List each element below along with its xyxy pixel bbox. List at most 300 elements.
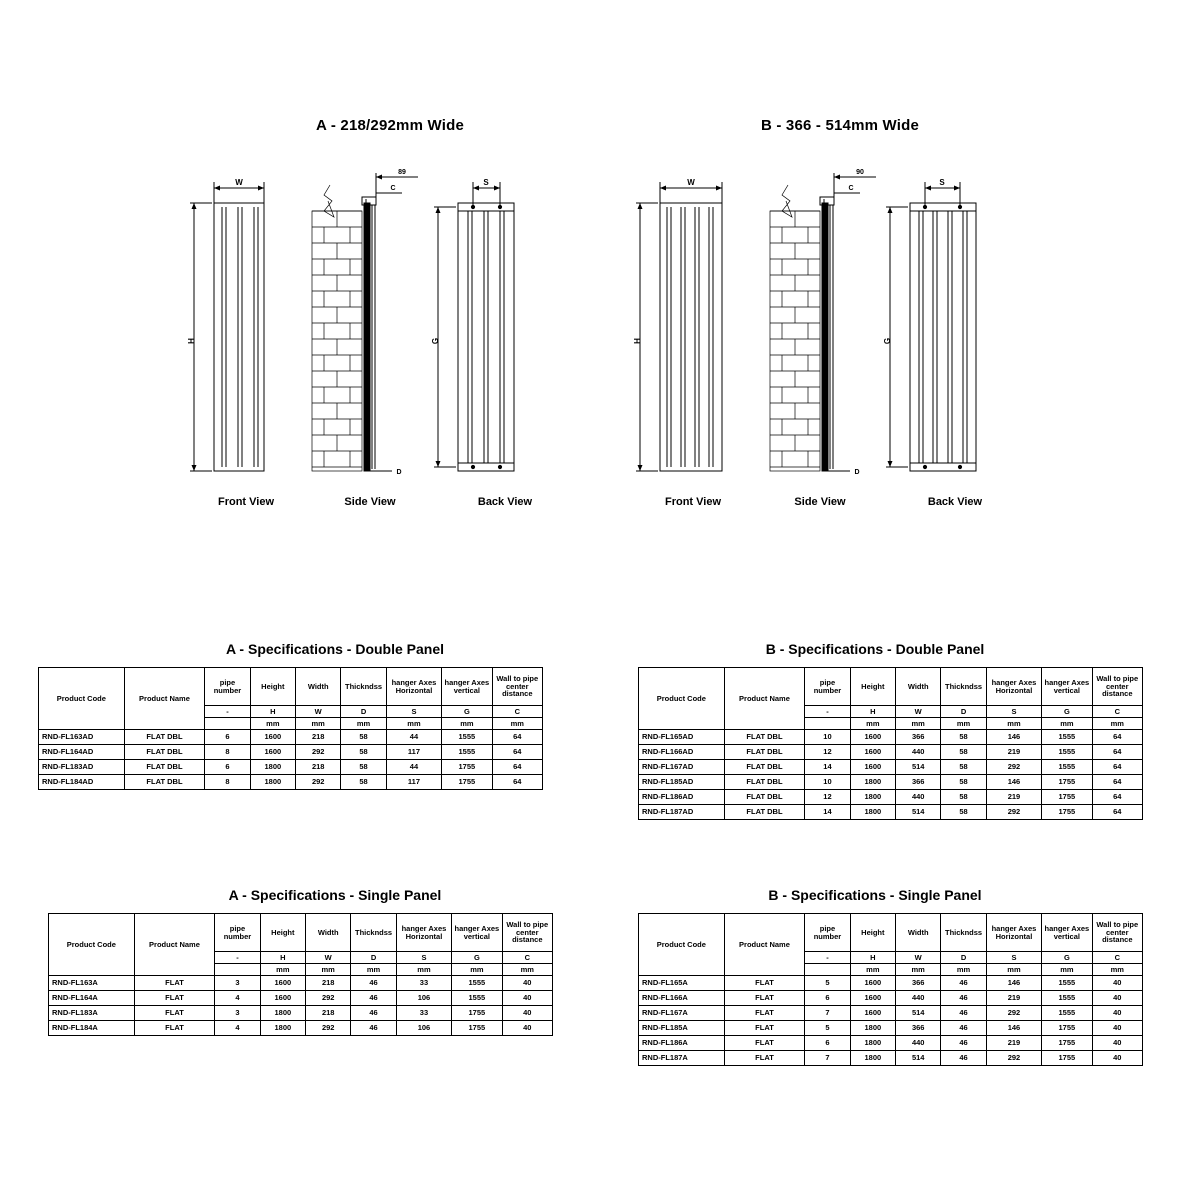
column-unit: mm: [341, 718, 386, 730]
column-unit: mm: [896, 718, 941, 730]
table-cell: FLAT DBL: [724, 730, 805, 745]
column-symbol: H: [250, 706, 295, 718]
column-header: hanger Axes Horizontal: [986, 668, 1041, 706]
column-symbol: G: [1042, 706, 1092, 718]
table-cell: 58: [341, 730, 386, 745]
column-symbol: -: [205, 706, 250, 718]
table-cell: 440: [896, 745, 941, 760]
column-unit: mm: [1092, 718, 1142, 730]
column-unit: mm: [850, 718, 895, 730]
table-cell: 1755: [1042, 1036, 1092, 1051]
table-cell: 218: [296, 760, 341, 775]
table-cell: 64: [492, 745, 542, 760]
table-cell: 218: [306, 976, 351, 991]
product-code-cell: RND-FL185A: [639, 1021, 725, 1036]
product-code-cell: RND-FL163AD: [39, 730, 125, 745]
table-cell: 58: [941, 790, 986, 805]
table-cell: 10: [805, 730, 850, 745]
column-header: hanger Axes Horizontal: [386, 668, 441, 706]
table-title-a-double: A - Specifications - Double Panel: [225, 641, 445, 657]
column-unit: mm: [986, 718, 1041, 730]
table-cell: 6: [205, 760, 250, 775]
svg-text:D: D: [854, 469, 860, 476]
table-cell: 1800: [260, 1021, 305, 1036]
product-code-cell: RND-FL166A: [639, 991, 725, 1006]
table-cell: 64: [492, 775, 542, 790]
svg-text:S: S: [939, 178, 945, 187]
table-cell: 1600: [250, 745, 295, 760]
table-cell: 440: [896, 1036, 941, 1051]
table-row: [639, 1021, 1143, 1036]
side-view-label-a: Side View: [344, 496, 396, 508]
spec-table-a-double: [38, 667, 543, 790]
table-cell: 10: [805, 775, 850, 790]
column-symbol: H: [850, 706, 895, 718]
table-cell: 5: [805, 976, 850, 991]
table-cell: 292: [986, 805, 1041, 820]
column-header: Product Name: [134, 914, 215, 976]
table-cell: 64: [1092, 745, 1142, 760]
column-symbol: S: [986, 952, 1041, 964]
column-symbol: D: [941, 706, 986, 718]
table-cell: 146: [986, 775, 1041, 790]
table-cell: 46: [351, 991, 396, 1006]
table-row: [39, 760, 543, 775]
product-code-cell: RND-FL186A: [639, 1036, 725, 1051]
table-cell: 44: [386, 760, 441, 775]
table-cell: 58: [941, 805, 986, 820]
column-symbol: -: [805, 952, 850, 964]
table-cell: 1600: [850, 991, 895, 1006]
column-symbol: S: [386, 706, 441, 718]
table-cell: 64: [492, 760, 542, 775]
table-cell: 46: [351, 976, 396, 991]
table-cell: 33: [396, 1006, 451, 1021]
column-header: Width: [296, 668, 341, 706]
column-header: Height: [260, 914, 305, 952]
table-cell: 117: [386, 775, 441, 790]
column-header: Height: [250, 668, 295, 706]
table-cell: 1555: [452, 976, 502, 991]
column-header: hanger Axes vertical: [1042, 668, 1092, 706]
table-cell: 1600: [850, 1006, 895, 1021]
table-cell: FLAT: [134, 991, 215, 1006]
table-cell: 1755: [1042, 790, 1092, 805]
column-symbol: W: [296, 706, 341, 718]
table-title-b-single: B - Specifications - Single Panel: [768, 887, 982, 903]
column-unit: mm: [296, 718, 341, 730]
table-row: [39, 745, 543, 760]
table-cell: 4: [215, 991, 260, 1006]
product-code-cell: RND-FL167A: [639, 1006, 725, 1021]
column-unit: mm: [850, 964, 895, 976]
table-cell: FLAT: [724, 1021, 805, 1036]
column-header: Thickndss: [941, 668, 986, 706]
svg-text:W: W: [235, 178, 243, 187]
column-unit: [805, 964, 850, 976]
section-a-title: A - 218/292mm Wide: [316, 117, 464, 134]
table-cell: FLAT: [134, 1021, 215, 1036]
table-cell: 5: [805, 1021, 850, 1036]
svg-text:89: 89: [398, 169, 406, 176]
table-cell: 40: [1092, 1036, 1142, 1051]
column-header: Product Code: [39, 668, 125, 730]
table-cell: 366: [896, 730, 941, 745]
table-cell: 366: [896, 1021, 941, 1036]
column-header: Height: [850, 914, 895, 952]
column-symbol: D: [351, 952, 396, 964]
column-header: Wall to pipe center distance: [492, 668, 542, 706]
spec-table-b-double: [638, 667, 1143, 820]
column-unit: [205, 718, 250, 730]
table-cell: 514: [896, 805, 941, 820]
table-cell: FLAT DBL: [724, 775, 805, 790]
table-cell: FLAT: [724, 1036, 805, 1051]
table-cell: 46: [941, 1051, 986, 1066]
column-header: Thickndss: [941, 914, 986, 952]
table-cell: 1800: [850, 775, 895, 790]
table-cell: 366: [896, 976, 941, 991]
svg-text:90: 90: [856, 169, 864, 176]
column-symbol: D: [341, 706, 386, 718]
table-cell: 218: [296, 730, 341, 745]
table-title-b-double: B - Specifications - Double Panel: [765, 641, 985, 657]
table-cell: 292: [306, 991, 351, 1006]
back-view-label-b: Back View: [927, 496, 983, 508]
column-unit: mm: [396, 964, 451, 976]
table-row: [39, 775, 543, 790]
column-unit: mm: [351, 964, 396, 976]
table-cell: 1555: [442, 730, 492, 745]
table-cell: 1755: [1042, 1051, 1092, 1066]
table-row: [39, 730, 543, 745]
table-row: [639, 1006, 1143, 1021]
column-header: Product Name: [724, 914, 805, 976]
column-unit: mm: [1042, 964, 1092, 976]
table-cell: 1755: [1042, 1021, 1092, 1036]
svg-text:S: S: [483, 178, 489, 187]
column-header: Product Name: [124, 668, 205, 730]
table-cell: 14: [805, 760, 850, 775]
table-cell: 14: [805, 805, 850, 820]
table-cell: 146: [986, 730, 1041, 745]
table-cell: 1800: [850, 1036, 895, 1051]
table-cell: 40: [1092, 1006, 1142, 1021]
table-row: [639, 730, 1143, 745]
table-cell: 1555: [442, 745, 492, 760]
front-view-label-b: Front View: [664, 496, 722, 508]
table-cell: 6: [205, 730, 250, 745]
table-cell: 40: [502, 1006, 552, 1021]
column-symbol: W: [896, 706, 941, 718]
column-symbol: C: [492, 706, 542, 718]
table-row: [639, 790, 1143, 805]
column-unit: mm: [250, 718, 295, 730]
column-symbol: C: [1092, 706, 1142, 718]
table-cell: 58: [341, 745, 386, 760]
table-cell: FLAT: [724, 1006, 805, 1021]
column-header: Width: [896, 914, 941, 952]
svg-text:H: H: [633, 338, 642, 344]
table-cell: 1555: [452, 991, 502, 1006]
table-cell: FLAT: [134, 976, 215, 991]
column-unit: mm: [452, 964, 502, 976]
table-cell: 46: [351, 1006, 396, 1021]
column-symbol: -: [215, 952, 260, 964]
table-cell: 514: [896, 760, 941, 775]
table-cell: 64: [1092, 760, 1142, 775]
table-cell: 64: [1092, 805, 1142, 820]
column-header: Product Code: [639, 914, 725, 976]
table-row: [639, 1036, 1143, 1051]
table-cell: 40: [502, 976, 552, 991]
column-unit: mm: [1092, 964, 1142, 976]
product-code-cell: RND-FL187AD: [639, 805, 725, 820]
table-cell: 40: [502, 1021, 552, 1036]
column-symbol: H: [260, 952, 305, 964]
column-header: Width: [306, 914, 351, 952]
column-unit: mm: [260, 964, 305, 976]
column-header: Thickndss: [341, 668, 386, 706]
side-view-label-b: Side View: [794, 496, 846, 508]
column-unit: mm: [1042, 718, 1092, 730]
table-cell: 514: [896, 1006, 941, 1021]
table-cell: 292: [986, 760, 1041, 775]
table-cell: 58: [341, 760, 386, 775]
table-cell: 292: [986, 1051, 1041, 1066]
table-cell: 1800: [850, 1021, 895, 1036]
table-cell: 218: [306, 1006, 351, 1021]
table-row: [49, 976, 553, 991]
column-symbol: S: [396, 952, 451, 964]
table-cell: 366: [896, 775, 941, 790]
column-symbol: -: [805, 706, 850, 718]
product-code-cell: RND-FL186AD: [639, 790, 725, 805]
table-cell: 6: [805, 991, 850, 1006]
product-code-cell: RND-FL164A: [49, 991, 135, 1006]
table-cell: 6: [805, 1036, 850, 1051]
column-header: Wall to pipe center distance: [502, 914, 552, 952]
table-cell: 219: [986, 1036, 1041, 1051]
table-cell: 58: [341, 775, 386, 790]
product-code-cell: RND-FL187A: [639, 1051, 725, 1066]
column-unit: mm: [492, 718, 542, 730]
table-cell: 292: [296, 775, 341, 790]
table-cell: 106: [396, 1021, 451, 1036]
column-header: pipe number: [805, 914, 850, 952]
table-cell: 1800: [850, 790, 895, 805]
table-cell: 292: [986, 1006, 1041, 1021]
product-code-cell: RND-FL164AD: [39, 745, 125, 760]
column-unit: mm: [896, 964, 941, 976]
column-header: pipe number: [215, 914, 260, 952]
table-cell: 219: [986, 991, 1041, 1006]
column-unit: mm: [306, 964, 351, 976]
table-cell: 58: [941, 775, 986, 790]
table-cell: FLAT: [134, 1006, 215, 1021]
product-code-cell: RND-FL185AD: [639, 775, 725, 790]
table-cell: FLAT DBL: [124, 745, 205, 760]
table-cell: 46: [941, 991, 986, 1006]
table-row: [639, 991, 1143, 1006]
product-code-cell: RND-FL166AD: [639, 745, 725, 760]
table-cell: 8: [205, 775, 250, 790]
table-row: [639, 976, 1143, 991]
column-header: hanger Axes vertical: [1042, 914, 1092, 952]
column-header: Wall to pipe center distance: [1092, 668, 1142, 706]
table-cell: FLAT: [724, 1051, 805, 1066]
table-cell: 1755: [452, 1021, 502, 1036]
table-row: [49, 1021, 553, 1036]
column-unit: mm: [386, 718, 441, 730]
product-code-cell: RND-FL163A: [49, 976, 135, 991]
column-unit: [805, 718, 850, 730]
column-unit: mm: [941, 964, 986, 976]
table-cell: 40: [1092, 1021, 1142, 1036]
table-row: [639, 745, 1143, 760]
table-cell: 40: [502, 991, 552, 1006]
column-header: hanger Axes Horizontal: [986, 914, 1041, 952]
svg-text:G: G: [883, 337, 892, 345]
table-row: [49, 991, 553, 1006]
column-symbol: C: [1092, 952, 1142, 964]
table-cell: 1555: [1042, 745, 1092, 760]
table-cell: FLAT DBL: [124, 760, 205, 775]
table-cell: 219: [986, 745, 1041, 760]
product-code-cell: RND-FL165A: [639, 976, 725, 991]
back-view-label-a: Back View: [477, 496, 533, 508]
table-cell: 3: [215, 976, 260, 991]
column-header: Product Code: [49, 914, 135, 976]
table-cell: 440: [896, 790, 941, 805]
table-cell: 117: [386, 745, 441, 760]
table-cell: 1755: [452, 1006, 502, 1021]
table-cell: 58: [941, 730, 986, 745]
table-cell: 1600: [850, 976, 895, 991]
table-cell: 64: [1092, 730, 1142, 745]
table-cell: FLAT: [724, 991, 805, 1006]
table-cell: 106: [396, 991, 451, 1006]
table-cell: 440: [896, 991, 941, 1006]
table-cell: 1800: [850, 1051, 895, 1066]
column-header: Product Name: [724, 668, 805, 730]
column-header: Wall to pipe center distance: [1092, 914, 1142, 952]
spec-table-a-single: [48, 913, 553, 1036]
table-cell: 1600: [250, 730, 295, 745]
table-cell: 46: [941, 1006, 986, 1021]
table-cell: 1800: [850, 805, 895, 820]
svg-text:C: C: [848, 185, 854, 192]
column-header: hanger Axes vertical: [442, 668, 492, 706]
table-cell: 1555: [1042, 760, 1092, 775]
table-cell: 46: [351, 1021, 396, 1036]
column-header: Thickndss: [351, 914, 396, 952]
table-cell: 46: [941, 1021, 986, 1036]
table-cell: 1600: [850, 745, 895, 760]
table-cell: 1600: [850, 760, 895, 775]
table-row: [639, 775, 1143, 790]
product-code-cell: RND-FL183A: [49, 1006, 135, 1021]
table-cell: 33: [396, 976, 451, 991]
table-cell: 1800: [250, 760, 295, 775]
column-header: Height: [850, 668, 895, 706]
table-cell: 219: [986, 790, 1041, 805]
column-symbol: W: [896, 952, 941, 964]
table-cell: 64: [1092, 775, 1142, 790]
table-cell: 64: [1092, 790, 1142, 805]
table-cell: 1600: [260, 976, 305, 991]
svg-text:G: G: [431, 337, 440, 345]
column-header: hanger Axes vertical: [452, 914, 502, 952]
table-cell: 514: [896, 1051, 941, 1066]
table-cell: 46: [941, 976, 986, 991]
column-header: hanger Axes Horizontal: [396, 914, 451, 952]
table-row: [639, 1051, 1143, 1066]
table-cell: 8: [205, 745, 250, 760]
table-cell: 1755: [442, 775, 492, 790]
column-header: Width: [896, 668, 941, 706]
column-header: pipe number: [805, 668, 850, 706]
table-cell: 1755: [1042, 805, 1092, 820]
svg-text:W: W: [687, 178, 695, 187]
product-code-cell: RND-FL183AD: [39, 760, 125, 775]
table-cell: 46: [941, 1036, 986, 1051]
table-cell: FLAT: [724, 976, 805, 991]
column-unit: [215, 964, 260, 976]
table-cell: 1755: [442, 760, 492, 775]
table-cell: FLAT DBL: [124, 775, 205, 790]
column-unit: mm: [502, 964, 552, 976]
table-cell: 12: [805, 790, 850, 805]
column-symbol: W: [306, 952, 351, 964]
table-cell: 40: [1092, 991, 1142, 1006]
table-title-a-single: A - Specifications - Single Panel: [228, 887, 442, 903]
section-b-title: B - 366 - 514mm Wide: [760, 117, 920, 134]
table-cell: FLAT DBL: [724, 790, 805, 805]
diagram-group-a: [180, 155, 570, 485]
column-unit: mm: [442, 718, 492, 730]
table-cell: 7: [805, 1006, 850, 1021]
table-cell: 4: [215, 1021, 260, 1036]
column-header: pipe number: [205, 668, 250, 706]
svg-text:D: D: [396, 469, 402, 476]
column-symbol: C: [502, 952, 552, 964]
table-cell: 1555: [1042, 991, 1092, 1006]
product-code-cell: RND-FL165AD: [639, 730, 725, 745]
svg-text:C: C: [390, 185, 396, 192]
table-cell: 58: [941, 760, 986, 775]
column-symbol: H: [850, 952, 895, 964]
table-row: [639, 805, 1143, 820]
table-cell: 7: [805, 1051, 850, 1066]
product-code-cell: RND-FL184AD: [39, 775, 125, 790]
column-unit: mm: [941, 718, 986, 730]
column-header: Product Code: [639, 668, 725, 730]
table-cell: FLAT DBL: [124, 730, 205, 745]
column-symbol: S: [986, 706, 1041, 718]
svg-text:H: H: [187, 338, 196, 344]
column-symbol: G: [442, 706, 492, 718]
table-cell: 1555: [1042, 976, 1092, 991]
front-view-label-a: Front View: [217, 496, 275, 508]
table-row: [639, 760, 1143, 775]
diagram-group-b: [630, 155, 1020, 485]
product-code-cell: RND-FL184A: [49, 1021, 135, 1036]
table-cell: 292: [306, 1021, 351, 1036]
table-cell: 1600: [260, 991, 305, 1006]
table-cell: FLAT DBL: [724, 760, 805, 775]
table-cell: 3: [215, 1006, 260, 1021]
